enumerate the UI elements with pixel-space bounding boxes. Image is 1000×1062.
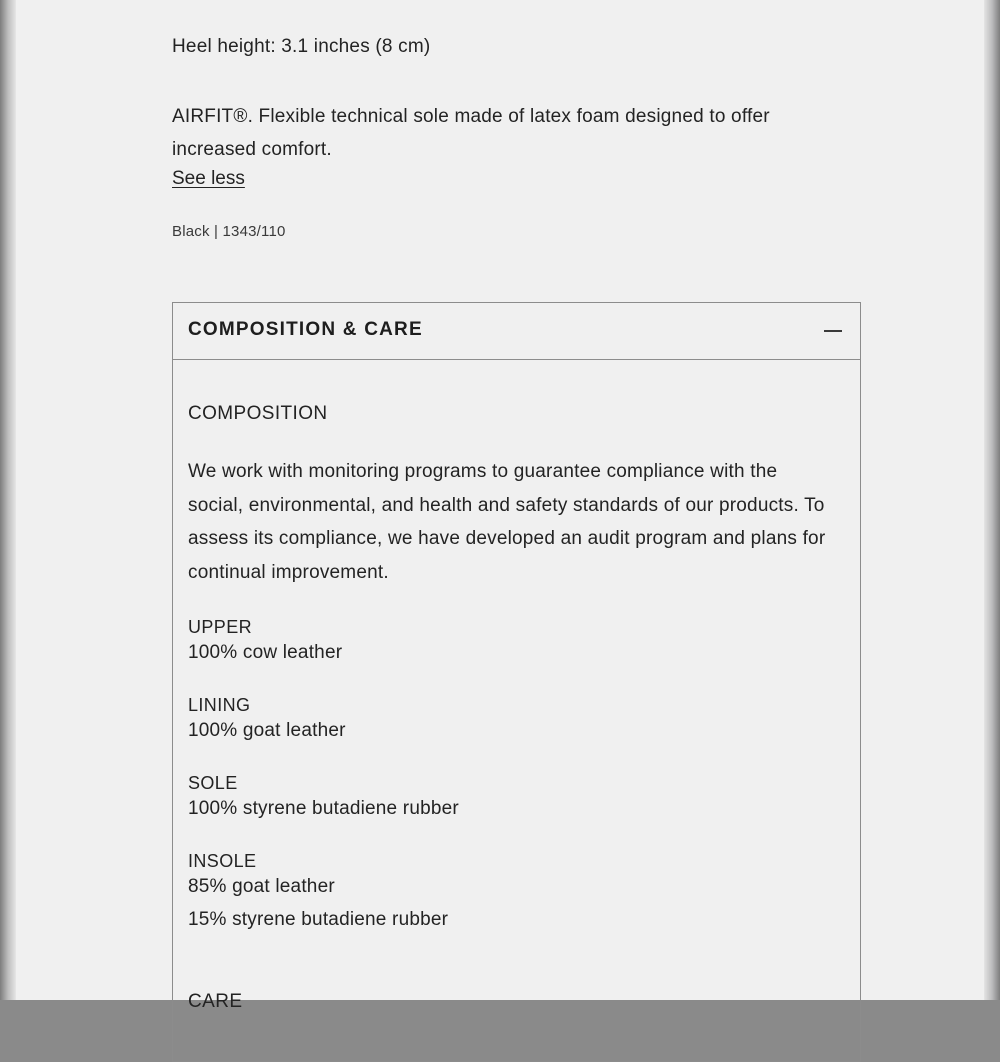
material-label: UPPER: [188, 617, 253, 637]
material-sole: [188, 771, 828, 821]
product-details-page: [16, 0, 984, 1012]
material-lining: [188, 693, 828, 743]
material-value: 85% goat leather: [188, 876, 335, 897]
product-description: AIRFIT®. Flexible technical sole made of latex foam designed to offer increased comfort.: [172, 106, 770, 160]
material-label: SOLE: [188, 773, 238, 793]
heel-height-text: Heel height: 3.1 inches (8 cm): [172, 36, 431, 57]
material-value: 100% cow leather: [188, 642, 343, 663]
material-value: 100% styrene butadiene rubber: [188, 798, 459, 819]
minus-icon[interactable]: [824, 330, 842, 332]
accordion-header[interactable]: [173, 303, 860, 360]
material-value: 15% styrene butadiene rubber: [188, 909, 449, 930]
material-label: LINING: [188, 695, 251, 715]
material-label: INSOLE: [188, 851, 257, 871]
material-value: 100% goat leather: [188, 720, 346, 741]
color-reference: Black | 1343/110: [172, 223, 286, 240]
accordion-title: COMPOSITION & CARE: [188, 319, 423, 340]
see-less-link[interactable]: See less: [172, 168, 245, 189]
composition-text: We work with monitoring programs to guarantee compliance with the social, environmental, and health and safety standards of our products. To assess its compliance, we have developed an audit program and plans for continual improvement.: [188, 461, 826, 583]
composition-heading: COMPOSITION: [188, 403, 328, 424]
material-upper: [188, 615, 828, 665]
material-insole: [188, 849, 828, 932]
composition-care-accordion: [172, 302, 861, 1062]
care-heading: CARE: [188, 991, 243, 1012]
